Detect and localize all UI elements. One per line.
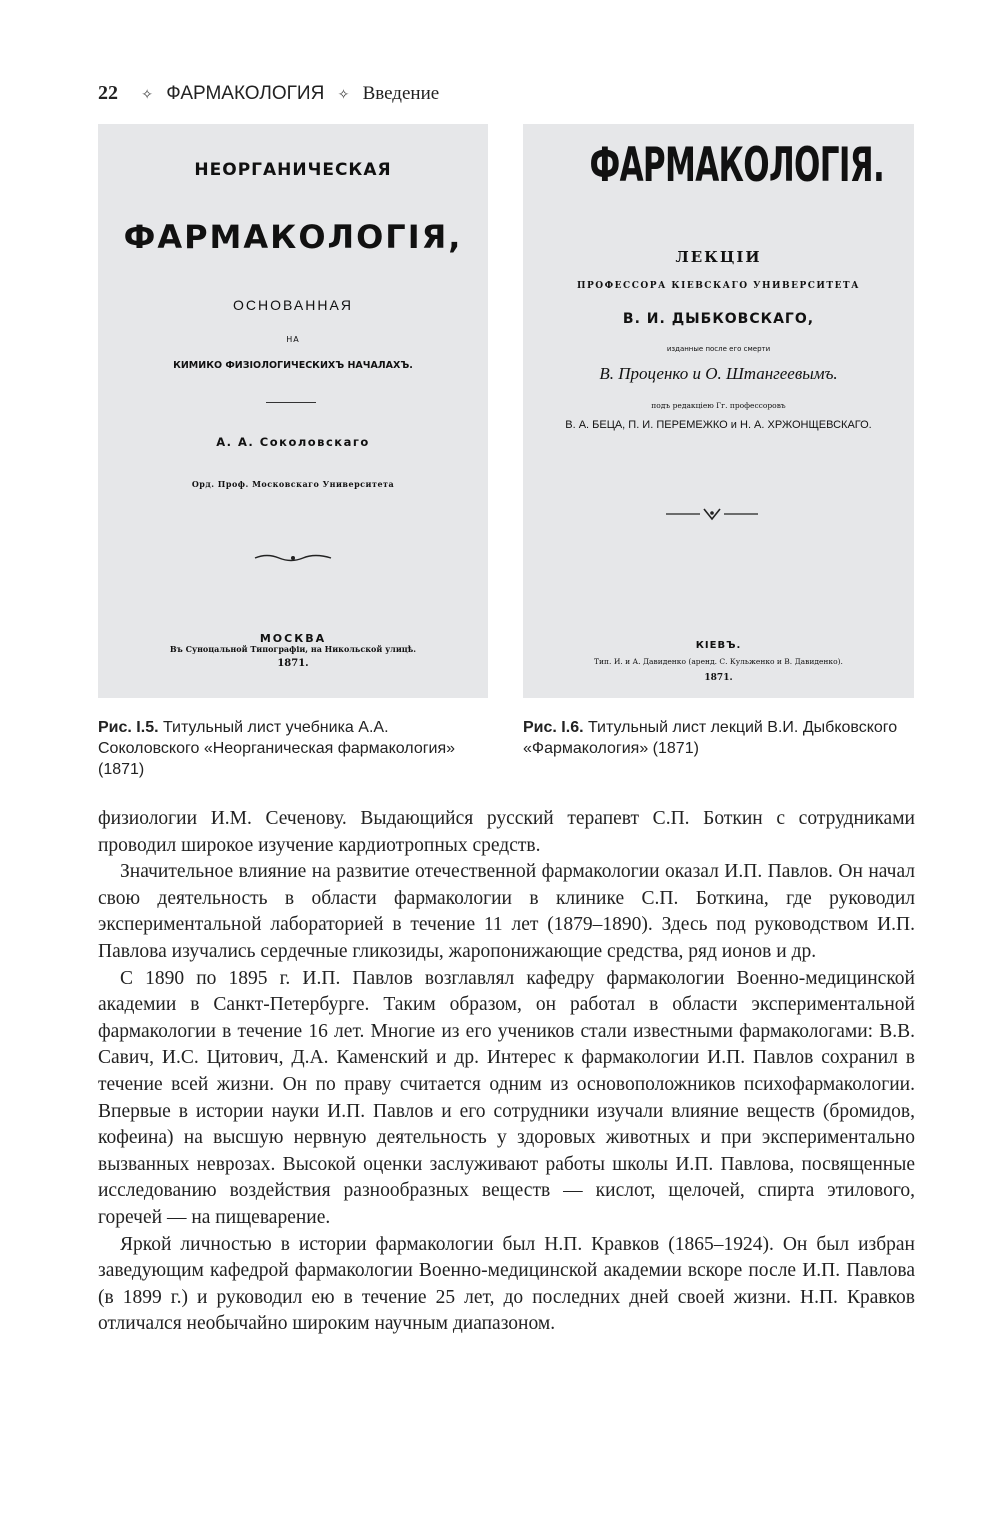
ornament-icon — [253, 552, 333, 564]
title-page-line: МОСКВА — [259, 632, 327, 645]
title-page-line: КИМИКО ФИЗІОЛОГИЧЕСКИХЪ НАЧАЛАХЪ. — [173, 360, 413, 371]
chapter-title: Введение — [362, 83, 440, 104]
title-page-line: ПРОФЕССОРА КІЕВСКАГО УНИВЕРСИТЕТА — [577, 281, 860, 291]
figure-caption-text: Титульный лист учебника А.А. Соколовского «Неорганическая фармакология» (1871) — [98, 719, 456, 778]
separator-icon: ✧ — [337, 86, 350, 102]
title-page-line: Орд. Проф. Московскаго Университета — [191, 479, 395, 489]
page-number: 22 — [98, 82, 118, 104]
figure-title-page-dybkovsky — [523, 124, 914, 698]
title-page-line: Въ Суноцальной Типографіи, на Никольской улицѣ. — [169, 644, 417, 654]
paragraph: С 1890 по 1895 г. И.П. Павлов возглавлял кафедру фармакологии Военно-медицинской академии в Санкт-Петербурге. Таким образом, он работал в области экспериментальной фармакологии в течение 16 лет. Многие из его учеников стали известными фармакологами: В.В. Савич, И.С. Цитович, Д.А. Каменский и др. Интерес к фармакологии И.П. Павлов сохранил в течение всей жизни. Он по праву считается одним из основоположников психофармакологии. Впервые в истории науки И.П. Павлов и его сотрудники изучали влияние веществ (бромидов, кофеина) на высшую нервную деятельность у здоровых животных и при экспериментально вызванных неврозах. Высокой оценки заслуживают работы школы И.П. Павлова, посвященные исследованию воздействия разнообразных веществ — кислот, щелочей, спирта этилового, горечей — на пищеварение. — [98, 967, 915, 1228]
title-page-line: В. А. БЕЦА, П. И. ПЕРЕМЕЖКО и Н. А. ХРЖОНЩЕВСКАГО. — [565, 419, 872, 431]
body-text — [98, 806, 915, 1338]
figure-label: Рис. I.6. — [523, 719, 584, 736]
running-header — [98, 82, 439, 105]
title-page-line: ФАРМАКОЛОГІЯ. — [589, 138, 885, 193]
title-page-line: НА — [286, 335, 300, 344]
title-page-line: изданные после его смерти — [666, 345, 771, 353]
title-page-line: В. И. ДЫБКОВСКАГО, — [622, 311, 815, 327]
title-page-line: А. А. Соколовскаго — [216, 435, 370, 449]
rule-divider — [266, 402, 316, 403]
book-title: ФАРМАКОЛОГИЯ — [166, 83, 325, 104]
title-page-line: ФАРМАКОЛОГІЯ, — [123, 218, 463, 256]
figure-caption-text: Титульный лист лекций В.И. Дыбковского «Фармакология» (1871) — [523, 719, 898, 757]
ornament-icon — [666, 507, 758, 521]
figure-title-page-sokolovsky — [98, 124, 488, 698]
title-page-line: НЕОРГАНИЧЕСКАЯ — [194, 160, 392, 180]
title-page-line: ЛЕКЦІИ — [675, 248, 762, 266]
title-page-line: КІЕВЪ. — [695, 640, 742, 651]
title-page-line: подъ редакціею Гг. профессоровъ — [651, 401, 786, 410]
paragraph: физиологии И.М. Сеченову. Выдающийся русский терапевт С.П. Боткин с сотрудниками проводил широкое изучение кардиотропных средств. — [98, 808, 915, 856]
figure-caption — [98, 717, 490, 780]
title-page-line: 1871. — [277, 658, 309, 669]
paragraph: Яркой личностью в истории фармакологии был Н.П. Кравков (1865–1924). Он был избран заведующим кафедрой фармакологии Военно-медицинской академии вскоре после И.П. Павлова (в 1899 г.) и руководил ею в течение 25 лет, до последних дней своей жизни. Н.П. Кравков отличался необычайно широким научным диапазоном. — [98, 1233, 915, 1335]
title-page-line: 1871. — [704, 673, 733, 683]
title-page-line: ОСНОВАННАЯ — [233, 297, 353, 313]
figure-label: Рис. I.5. — [98, 719, 159, 736]
separator-icon: ✧ — [141, 86, 154, 102]
paragraph: Значительное влияние на развитие отечественной фармакологии оказал И.П. Павлов. Он начал свою деятельность в области фармакологии в клинике С.П. Боткина, где руководил экспериментальной лабораторией в течение 11 лет (1879–1890). Здесь под руководством И.П. Павлова изучались сердечные гликозиды, жаропонижающие средства, ряд ионов и др. — [98, 861, 915, 962]
figure-caption — [523, 717, 915, 759]
title-page-line: Тип. И. и А. Давиденко (аренд. С. Кульженко и В. Давиденко). — [594, 657, 843, 666]
title-page-line: В. Проценко и О. Штангеевымъ. — [599, 364, 838, 383]
